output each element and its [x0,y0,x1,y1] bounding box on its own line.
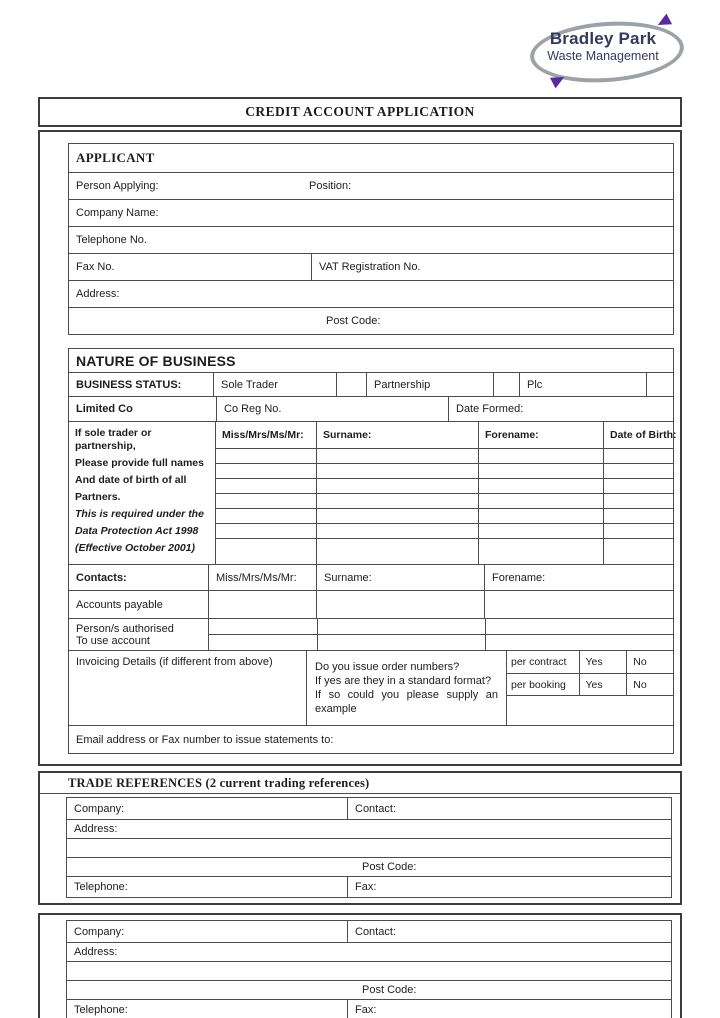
per-contract-yes-cell: Yes [579,651,627,673]
partner-surname-cell [316,494,478,508]
reference-post-code-label: Post Code: [362,984,417,996]
trade-reference-2-section [38,913,682,1018]
partner-forename-cell [478,464,603,478]
partner-surname-column-header: Surname: [316,422,478,448]
vat-label: VAT Registration No. [319,261,421,273]
telephone-row [69,226,673,253]
reference-address-row [67,819,671,838]
page-title: CREDIT ACCOUNT APPLICATION [245,104,475,119]
partners-note-line: Partners. [75,491,121,503]
order-numbers-question-line: If so could you please supply an example [315,689,498,715]
co-reg-cell [216,397,448,421]
partner-surname-cell [316,539,478,564]
authorised-surname-cell [317,635,485,650]
reference-address-continuation-row [67,838,671,857]
partner-forename-cell [478,524,603,538]
person-applying-field [69,173,673,199]
partner-forename-column-header: Forename: [478,422,603,448]
trade-reference-1-table [66,797,672,898]
address-label: Address: [76,288,120,300]
trade-reference-2-table [66,920,672,1018]
partner-empty-row [216,478,673,493]
person-applying-row [69,172,673,199]
person-applying-label: Person Applying: [76,180,159,192]
reference-company-field [67,798,347,819]
partner-empty-row [216,523,673,538]
reference-post-code-label: Post Code: [362,861,417,873]
post-code-row [69,307,673,334]
contacts-surname-column-header [316,565,484,590]
sole-trader-label: Sole Trader [221,378,278,391]
partner-surname-cell [316,524,478,538]
partner-title-column-header: Miss/Mrs/Ms/Mr: [222,429,304,441]
reference-contact-field [347,921,671,942]
partner-forename-cell [478,509,603,523]
reference-contact-field [347,798,671,819]
invoicing-details-cell [69,651,306,725]
accounts-payable-surname-cell [316,591,484,618]
trade-references-header [40,773,680,794]
reference-company-row [67,798,671,819]
company-name-field [69,200,673,226]
authorised-empty-row [209,634,673,650]
partner-dob-cell [603,479,673,493]
reference-company-label: Company: [74,802,125,815]
fax-label: Fax No. [76,261,115,273]
nature-of-business-table [68,348,677,754]
authorised-forename-cell [485,635,673,650]
partners-note-line: Data Protection Act 1998 [75,525,199,537]
co-reg-label: Co Reg No. [224,403,282,415]
partner-forename-cell [478,494,603,508]
date-formed-label: Date Formed: [456,403,524,415]
nature-section-heading: NATURE OF BUSINESS [76,352,236,369]
order-numbers-question-line: Do you issue order numbers? [315,661,460,673]
reference-address-continuation-row [67,961,671,980]
reference-address-field [67,820,671,838]
partners-note-cell [69,422,215,564]
order-numbers-empty-area [507,695,673,725]
address-field [69,281,673,307]
partners-note-line: This is required under the [75,508,204,520]
plc-checkbox [646,373,673,396]
invoicing-row [69,650,673,725]
authorised-surname-cell [317,619,485,634]
partners-note-line: (Effective October 2001) [75,542,196,554]
partner-surname-cell [316,509,478,523]
limited-co-row [69,396,673,421]
partner-dob-cell [603,524,673,538]
contacts-forename-column-header [484,565,673,590]
limited-co-label: Limited Co [76,403,133,415]
contacts-surname-label: Surname: [324,571,372,584]
trade-references-section [38,771,682,905]
logo-tagline: Waste Management [547,49,659,63]
per-booking-row [507,673,673,695]
company-name-row [69,199,673,226]
limited-co-cell [69,397,216,421]
business-status-row [69,372,673,396]
reference-post-code-field [67,858,671,876]
reference-fax-label: Fax: [355,1004,377,1016]
authorised-forename-cell [485,619,673,634]
partner-surname-cell [316,464,478,478]
plc-label: Plc [527,378,543,391]
per-booking-no-cell: No [626,674,673,695]
reference-fax-field [347,877,671,897]
nature-header-row [69,349,673,372]
partner-empty-row [216,448,673,463]
partner-title-cell [216,539,316,564]
contacts-header-row [69,565,673,590]
main-form-box [38,130,682,766]
partner-dob-cell [603,509,673,523]
contacts-label: Contacts: [76,571,127,584]
partner-forename-cell [478,479,603,493]
logo-name: Bradley Park [549,29,657,48]
authorised-persons-grid [208,619,673,650]
address-row [69,280,673,307]
authorised-label-line1: Person/s authorised [76,622,174,635]
per-booking-yes-cell: Yes [579,674,627,695]
vat-field [311,254,673,280]
accounts-payable-title-cell [208,591,316,618]
date-formed-cell [448,397,673,421]
reference-address-label: Address: [74,823,118,835]
accounts-payable-cell [69,591,208,618]
email-statements-row [69,725,673,753]
per-contract-no-cell: No [626,651,673,673]
partner-dob-cell [603,464,673,478]
email-statements-field [69,726,673,753]
contacts-title-column-header [208,565,316,590]
partner-empty-row [216,463,673,478]
contacts-cell [69,565,208,590]
reference-telephone-field [67,1000,347,1018]
reference-address-extra-field [67,962,671,980]
authorised-persons-row [69,618,673,650]
order-numbers-options-table [506,651,673,725]
partnership-cell [366,373,493,396]
partnership-label: Partnership [374,378,431,391]
reference-address-label: Address: [74,946,118,958]
per-booking-label: per booking [511,678,566,691]
reference-company-label: Company: [74,925,125,938]
reference-company-row [67,921,671,942]
reference-telephone-row [67,876,671,897]
partners-note-line: If sole trader or partnership, [75,427,152,452]
contacts-block [69,564,673,650]
reference-fax-field [347,1000,671,1018]
partner-forename-cell [478,539,603,564]
reference-telephone-label: Telephone: [74,881,128,893]
post-code-label: Post Code: [326,315,381,327]
invoicing-details-label: Invoicing Details (if different from above) [76,656,273,668]
order-numbers-question-line: If yes are they in a standard format? [315,675,492,687]
per-contract-row [507,651,673,673]
partner-title-cell [216,449,316,463]
authorised-label-line2: To use account [76,634,150,647]
reference-address-row [67,942,671,961]
authorised-title-cell [209,619,317,634]
partner-title-cell [216,524,316,538]
contacts-forename-label: Forename: [492,571,546,584]
partner-dob-cell [603,494,673,508]
post-code-field [69,308,673,334]
sole-trader-checkbox [336,373,366,396]
partner-surname-cell [316,449,478,463]
partner-forename-cell [478,449,603,463]
partner-title-cell [216,464,316,478]
partners-note-line: And date of birth of all [75,474,187,486]
sole-trader-cell [213,373,336,396]
reference-post-code-row [67,980,671,999]
partner-empty-row [216,493,673,508]
partners-grid-header [216,422,677,448]
position-label: Position: [309,180,352,192]
business-status-cell [69,373,213,396]
accounts-payable-label: Accounts payable [76,598,163,611]
per-contract-label: per contract [511,656,567,668]
partners-block-row [69,421,677,564]
partnership-checkbox [493,373,519,396]
reference-fax-label: Fax: [355,881,377,893]
applicant-section-heading: APPLICANT [76,150,155,165]
reference-contact-label: Contact: [355,925,396,938]
reference-address-extra-field [67,839,671,857]
partner-dob-column-header: Date of Birth: [603,422,673,448]
partner-empty-row [216,538,673,564]
trade-references-heading: TRADE REFERENCES (2 current trading references) [68,775,370,790]
plc-cell [519,373,646,396]
reference-post-code-field [67,981,671,999]
business-status-label: BUSINESS STATUS: [76,378,182,391]
reference-company-field [67,921,347,942]
applicant-table [68,143,674,335]
telephone-field [69,227,673,253]
applicant-header-row [69,144,673,172]
applicant-header-cell [69,144,673,172]
partner-dob-cell [603,449,673,463]
reference-contact-label: Contact: [355,802,396,815]
company-name-label: Company Name: [76,207,159,219]
reference-telephone-label: Telephone: [74,1004,128,1016]
reference-telephone-row [67,999,671,1018]
order-numbers-question-cell [306,651,506,725]
accounts-payable-row [69,590,673,618]
email-statements-label: Email address or Fax number to issue statements to: [76,733,334,746]
partner-surname-cell [316,479,478,493]
reference-post-code-row [67,857,671,876]
partner-title-cell [216,479,316,493]
authorised-persons-cell [69,619,208,650]
partner-dob-cell [603,539,673,564]
partners-note-line: Please provide full names [75,457,204,469]
partner-title-cell [216,494,316,508]
reference-telephone-field [67,877,347,897]
authorised-title-cell [209,635,317,650]
contacts-title-label: Miss/Mrs/Ms/Mr: [216,571,297,584]
form-title-box [38,97,682,127]
partner-empty-row [216,508,673,523]
fax-vat-row [69,253,673,280]
partners-grid [215,422,677,564]
authorised-empty-row [209,619,673,634]
fax-field [69,254,311,280]
company-logo [526,16,688,86]
partner-title-cell [216,509,316,523]
accounts-payable-forename-cell [484,591,673,618]
reference-address-field [67,943,671,961]
telephone-label: Telephone No. [76,234,147,246]
